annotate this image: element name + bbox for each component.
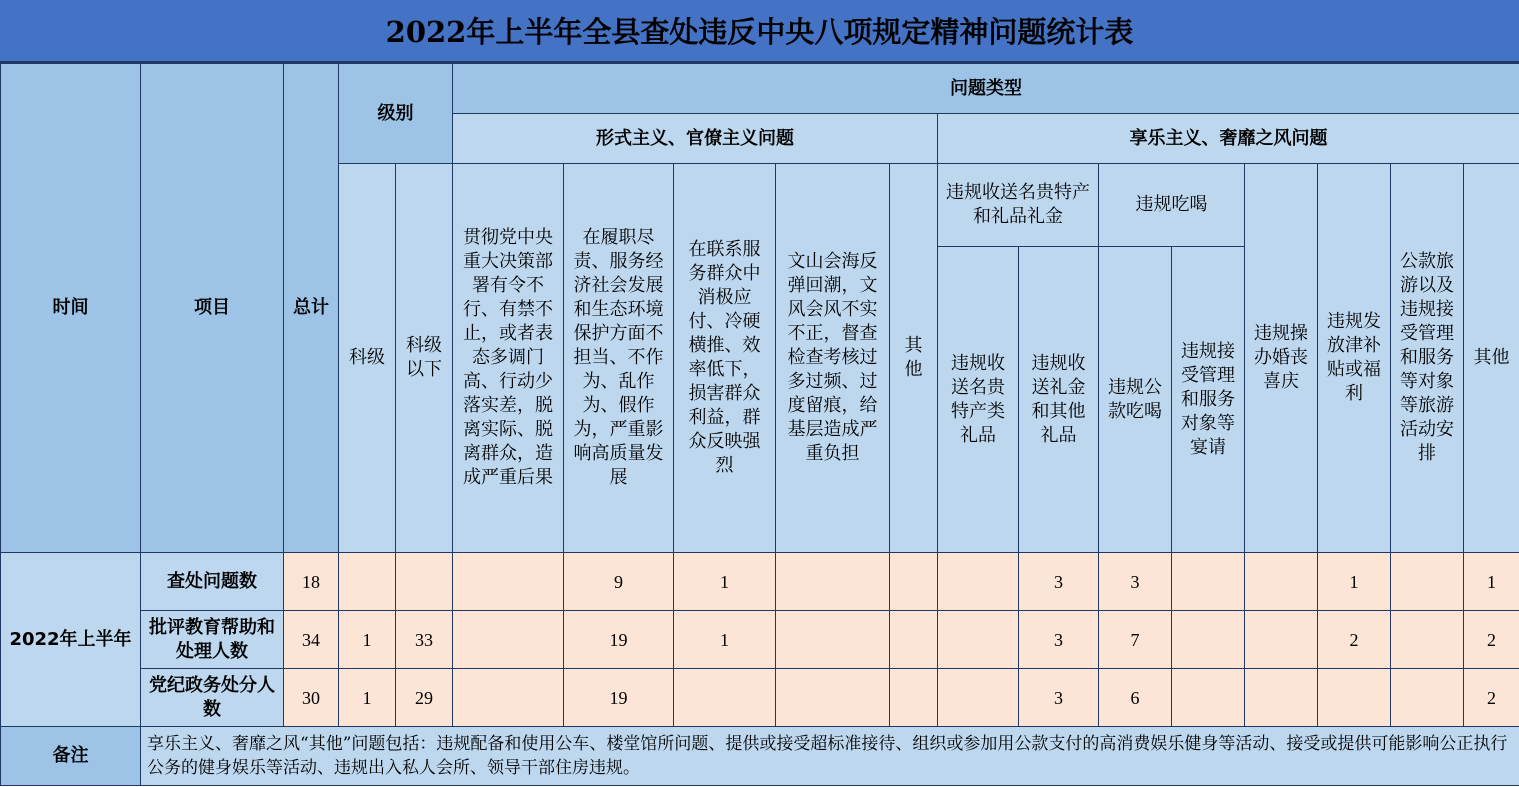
- header-item: 项目: [141, 64, 284, 553]
- cell-x2: 3: [1019, 553, 1099, 611]
- cell-f2: 19: [564, 611, 674, 669]
- cell-ke: 1: [339, 611, 396, 669]
- cell-f3: 1: [674, 553, 776, 611]
- cell-below: 33: [396, 611, 453, 669]
- header-formalism-4: 文山会海反弹回潮，文风会风不实不正，督查检查考核过多过频、过度留痕，给基层造成严重负担: [776, 164, 890, 553]
- row-label: 查处问题数: [141, 553, 284, 611]
- header-hedonism-3: 违规公款吃喝: [1099, 247, 1172, 553]
- header-gift-group: 违规收送名贵特产和礼品礼金: [938, 164, 1099, 247]
- header-formalism-3: 在联系服务群众中消极应付、冷硬横推、效率低下，损害群众利益，群众反映强烈: [674, 164, 776, 553]
- cell-x5: [1245, 553, 1318, 611]
- cell-x3: 6: [1099, 669, 1172, 727]
- cell-x1: [938, 553, 1019, 611]
- cell-x8: 2: [1464, 669, 1519, 727]
- cell-x8: 1: [1464, 553, 1519, 611]
- cell-f5: [890, 553, 938, 611]
- cell-f1: [453, 669, 564, 727]
- cell-x6: 2: [1318, 611, 1391, 669]
- cell-x7: [1391, 553, 1464, 611]
- cell-below: 29: [396, 669, 453, 727]
- header-level-below: 科级以下: [396, 164, 453, 553]
- cell-f1: [453, 553, 564, 611]
- table-title: 2022年上半年全县查处违反中央八项规定精神问题统计表: [0, 0, 1519, 63]
- cell-total: 34: [284, 611, 339, 669]
- cell-x8: 2: [1464, 611, 1519, 669]
- cell-x5: [1245, 611, 1318, 669]
- cell-f4: [776, 611, 890, 669]
- header-level: 级别: [339, 64, 453, 164]
- cell-x3: 7: [1099, 611, 1172, 669]
- table-row: [1, 553, 1519, 611]
- header-level-ke: 科级: [339, 164, 396, 553]
- header-hedonism-2: 违规收送礼金和其他礼品: [1019, 247, 1099, 553]
- cell-x2: 3: [1019, 669, 1099, 727]
- cell-x1: [938, 611, 1019, 669]
- cell-x7: [1391, 611, 1464, 669]
- header-time: 时间: [1, 64, 141, 553]
- cell-f5: [890, 611, 938, 669]
- row-label: 党纪政务处分人数: [141, 669, 284, 727]
- cell-x4: [1172, 611, 1245, 669]
- header-formalism-2: 在履职尽责、服务经济社会发展和生态环境保护方面不担当、不作为、乱作为、假作为，严重影响高质量发展: [564, 164, 674, 553]
- cell-x7: [1391, 669, 1464, 727]
- cell-f5: [890, 669, 938, 727]
- cell-ke: [339, 553, 396, 611]
- cell-x3: 3: [1099, 553, 1172, 611]
- cell-total: 30: [284, 669, 339, 727]
- header-hedonism-6: 违规发放津补贴或福利: [1318, 164, 1391, 553]
- header-hedonism-7: 公款旅游以及违规接受管理和服务等对象等旅游活动安排: [1391, 164, 1464, 553]
- cell-f3: [674, 669, 776, 727]
- note-label: 备注: [1, 727, 141, 786]
- cell-below: [396, 553, 453, 611]
- cell-x5: [1245, 669, 1318, 727]
- cell-x1: [938, 669, 1019, 727]
- header-hedonism-other: 其他: [1464, 164, 1519, 553]
- period-label: 2022年上半年: [1, 553, 141, 727]
- cell-f4: [776, 553, 890, 611]
- cell-ke: 1: [339, 669, 396, 727]
- cell-f2: 9: [564, 553, 674, 611]
- cell-f2: 19: [564, 669, 674, 727]
- header-hedonism-4: 违规接受管理和服务对象等宴请: [1172, 247, 1245, 553]
- header-hedonism-group: 享乐主义、奢靡之风问题: [938, 114, 1519, 164]
- header-hedonism-1: 违规收送名贵特产类礼品: [938, 247, 1019, 553]
- header-formalism-1: 贯彻党中央重大决策部署有令不行、有禁不止，或者表态多调门高、行动少落实差，脱离实际、脱离群众，造成严重后果: [453, 164, 564, 553]
- cell-x6: [1318, 669, 1391, 727]
- cell-f3: 1: [674, 611, 776, 669]
- cell-x4: [1172, 553, 1245, 611]
- row-label: 批评教育帮助和处理人数: [141, 611, 284, 669]
- header-formalism-group: 形式主义、官僚主义问题: [453, 114, 938, 164]
- cell-total: 18: [284, 553, 339, 611]
- note-text: 享乐主义、奢靡之风“其他”问题包括：违规配备和使用公车、楼堂馆所问题、提供或接受超标准接待、组织或参加用公款支付的高消费娱乐健身等活动、接受或提供可能影响公正执行公务的健身娱乐等活动、违规出入私人会所、领导干部住房违规。: [141, 727, 1519, 786]
- cell-x4: [1172, 669, 1245, 727]
- header-formalism-other: 其他: [890, 164, 938, 553]
- cell-x6: 1: [1318, 553, 1391, 611]
- cell-f4: [776, 669, 890, 727]
- header-problem-type: 问题类型: [453, 64, 1519, 114]
- header-eating-group: 违规吃喝: [1099, 164, 1245, 247]
- table-row: [1, 669, 1519, 727]
- header-total: 总计: [284, 64, 339, 553]
- cell-f1: [453, 611, 564, 669]
- cell-x2: 3: [1019, 611, 1099, 669]
- table-row: [1, 611, 1519, 669]
- statistics-table: [0, 63, 1519, 786]
- header-hedonism-5: 违规操办婚丧喜庆: [1245, 164, 1318, 553]
